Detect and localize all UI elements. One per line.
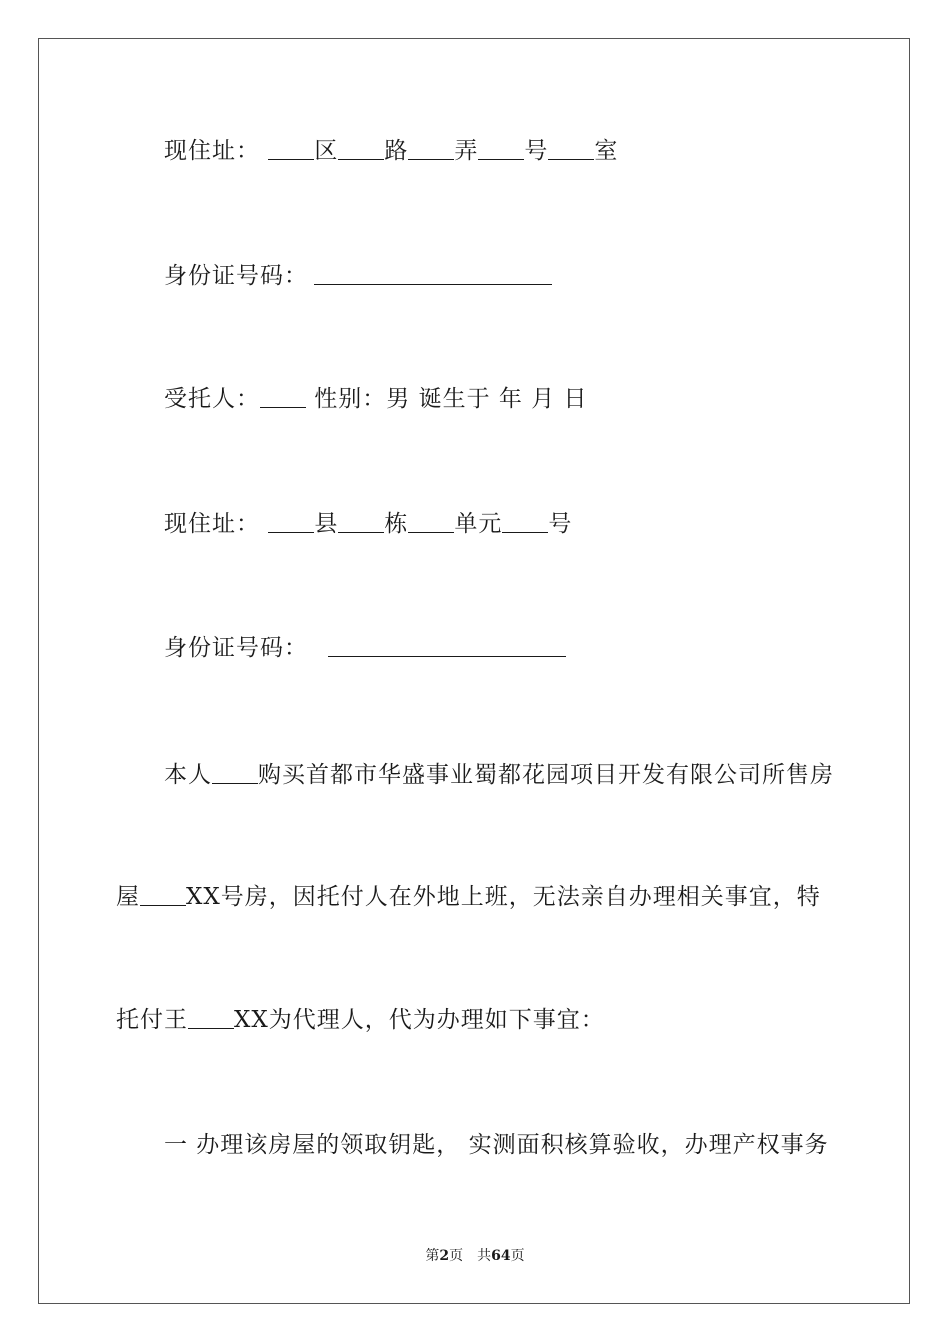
district-label: 区 <box>314 138 339 164</box>
number-label: 号 <box>548 511 573 537</box>
unit-label: 单元 <box>454 511 503 537</box>
statement-line-1: 本人 购买首都市华盛事业蜀都花园项目开发有限公司所售房 <box>164 762 834 788</box>
road-label: 路 <box>384 138 409 164</box>
agent-name-blank <box>260 387 306 408</box>
principal-address-line <box>164 136 618 166</box>
agent-label: 受托人： <box>164 386 260 412</box>
page-border <box>38 38 910 1304</box>
total-pages: 64 <box>491 1248 511 1264</box>
agent-line <box>164 384 588 414</box>
principal-id-line <box>164 261 552 291</box>
blank-field <box>188 1008 234 1029</box>
blank-field <box>338 512 384 533</box>
item-one-line: 一 办理该房屋的领取钥匙， 实测面积核算验收，办理产权事务 <box>164 1132 829 1158</box>
address-label: 现住址： <box>164 138 260 164</box>
lane-label: 弄 <box>454 138 479 164</box>
agent-id-line <box>164 633 566 663</box>
blank-field <box>140 885 186 906</box>
blank-field <box>268 512 314 533</box>
agent-details: 性别：男 诞生于 年 月 日 <box>306 386 588 412</box>
blank-field <box>268 139 314 160</box>
address-label: 现住址： <box>164 511 260 537</box>
page-footer: 第2页 共64页 <box>425 1248 525 1264</box>
blank-field <box>212 763 258 784</box>
blank-field <box>338 139 384 160</box>
current-page: 2 <box>439 1248 450 1264</box>
county-label: 县 <box>314 511 339 537</box>
number-label: 号 <box>524 138 549 164</box>
blank-field <box>478 139 524 160</box>
id-number-blank <box>328 636 566 657</box>
blank-field <box>408 512 454 533</box>
room-label: 室 <box>594 138 619 164</box>
statement-line-2: 屋 XX号房，因托付人在外地上班，无法亲自办理相关事宜，特 <box>116 884 821 910</box>
blank-field <box>502 512 548 533</box>
building-label: 栋 <box>384 511 409 537</box>
blank-field <box>408 139 454 160</box>
blank-field <box>548 139 594 160</box>
agent-address-line <box>164 509 572 539</box>
id-number-blank <box>314 264 552 285</box>
id-number-label: 身份证号码： <box>164 635 308 661</box>
statement-line-3: 托付王 XX为代理人，代为办理如下事宜： <box>116 1007 605 1033</box>
id-number-label: 身份证号码： <box>164 263 308 289</box>
